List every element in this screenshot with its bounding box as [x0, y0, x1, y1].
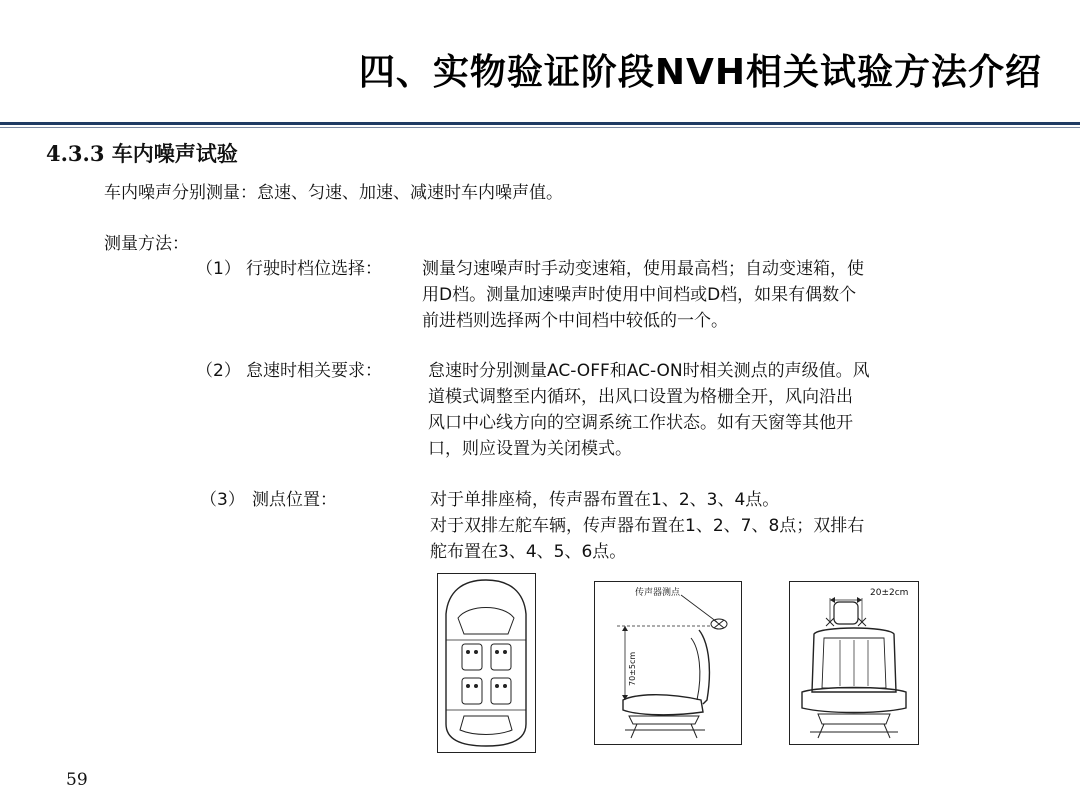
intro-text: 车内噪声分别测量：怠速、匀速、加速、减速时车内噪声值。: [104, 183, 563, 203]
page-title: 四、实物验证阶段NVH相关试验方法介绍: [358, 52, 1042, 93]
section-heading: 4.3.3 车内噪声试验: [46, 141, 238, 166]
item-line: 风口中心线方向的空调系统工作状态。如有天窗等其他开: [428, 413, 853, 433]
microphone-point-label: 传声器测点: [635, 588, 681, 598]
item-line: 舵布置在3、4、5、6点。: [430, 542, 627, 562]
car-top-view-drawing: [438, 574, 535, 752]
seat-front-view-figure: [789, 581, 919, 745]
item-body: [422, 256, 864, 334]
method-label: 测量方法：: [104, 234, 189, 254]
item-line: 用D档。测量加速噪声时使用中间档或D档，如果有偶数个: [422, 285, 857, 305]
title-divider: [0, 122, 1080, 125]
car-top-view-figure: [437, 573, 536, 753]
item-label: 行驶时档位选择：: [246, 259, 382, 279]
item-body: [430, 487, 864, 565]
seat-front-view-drawing: [790, 582, 918, 744]
item-number: （2）: [196, 361, 241, 381]
item-number: （1）: [196, 259, 241, 279]
page-number: 59: [66, 770, 88, 790]
item-line: 对于单排座椅，传声器布置在1、2、3、4点。: [430, 490, 780, 510]
item-body: [428, 358, 870, 462]
title-divider-thin: [0, 127, 1080, 128]
seat-side-view-drawing: [595, 582, 741, 744]
item-line: 测量匀速噪声时手动变速箱，使用最高档；自动变速箱，使: [422, 259, 864, 279]
height-dimension-label: 70±5cm: [628, 651, 637, 686]
item-line: 口，则应设置为关闭模式。: [428, 439, 632, 459]
item-label: 测点位置：: [252, 490, 337, 510]
width-dimension-label: 20±2cm: [870, 588, 909, 598]
seat-side-view-figure: [594, 581, 742, 745]
item-line: 道模式调整至内循环，出风口设置为格栅全开，风向沿出: [428, 387, 853, 407]
item-line: 对于双排左舵车辆，传声器布置在1、2、7、8点；双排右: [430, 516, 865, 536]
item-number: （3）: [200, 490, 245, 510]
item-line: 前进档则选择两个中间档中较低的一个。: [422, 311, 728, 331]
item-label: 怠速时相关要求：: [246, 361, 382, 381]
item-line: 怠速时分别测量AC-OFF和AC-ON时相关测点的声级值。风: [428, 361, 870, 381]
